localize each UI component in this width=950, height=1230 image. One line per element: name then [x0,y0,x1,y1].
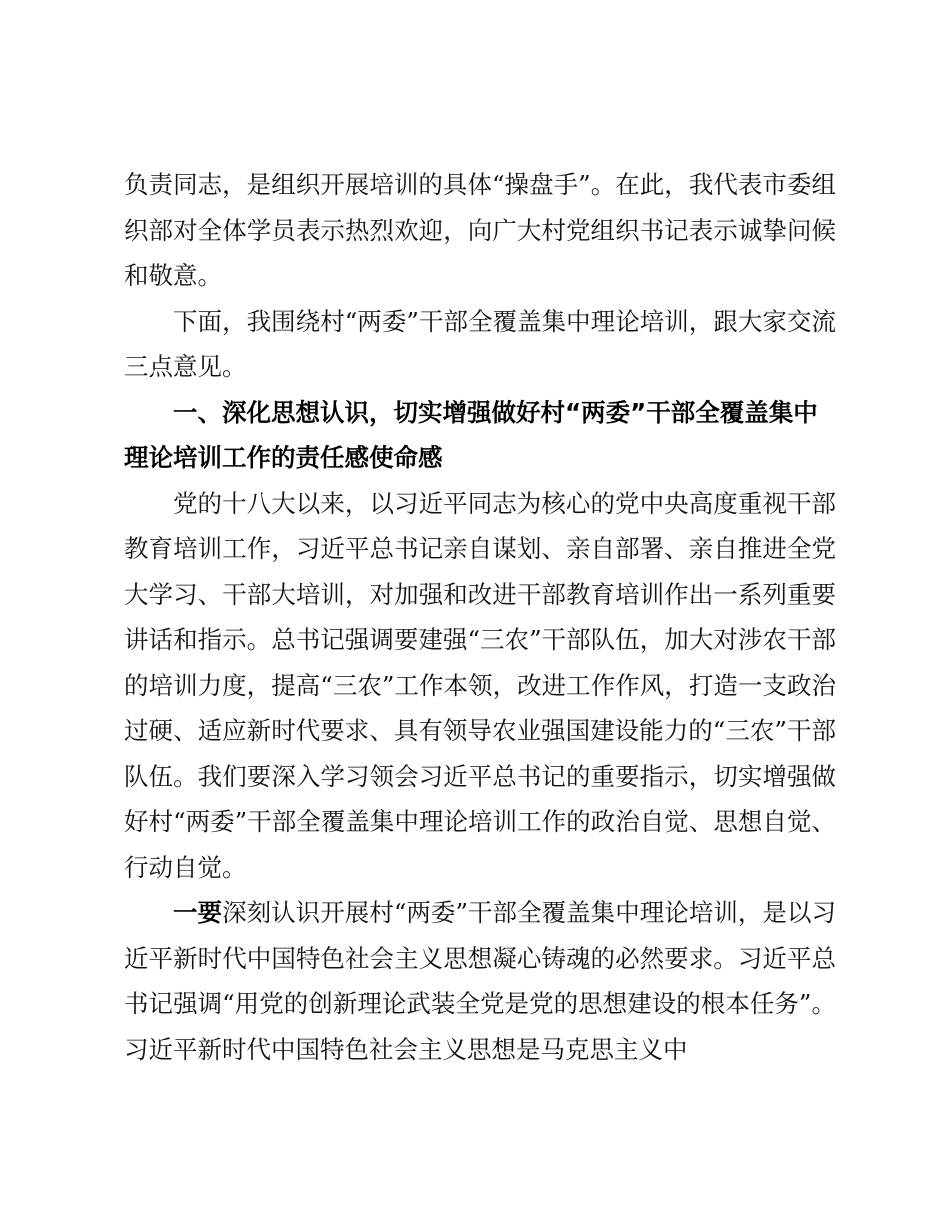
paragraph-lead-word: 一要 [173,898,223,927]
paragraph-intro: 下面，我围绕村“两委”干部全覆盖集中理论培训，跟大家交流三点意见。 [124,306,836,381]
paragraph-point-one [124,890,836,1072]
section-heading: 一、深化思想认识，切实增强做好村“两委”干部全覆盖集中理论培训工作的责任感使命感 [124,397,818,472]
paragraph-point-text: 深刻认识开展村“两委”干部全覆盖集中理论培训，是以习近平新时代中国特色社会主义思想凝心铸魂的必然要求。习近平总书记强调“用党的创新理论武装全党是党的思想建设的根本任务”。习近平新时代中国特色社会主义思想是马克思主义中 [124,898,836,1064]
paragraph-continuation: 负责同志，是组织开展培训的具体“操盘手”。在此，我代表市委组织部对全体学员表示热烈欢迎，向广大村党组织书记表示诚挚问候和敬意。 [124,170,836,290]
document-body [124,162,836,1072]
paragraph-body: 党的十八大以来，以习近平同志为核心的党中央高度重视干部教育培训工作，习近平总书记亲自谋划、亲自部署、亲自推进全党大学习、干部大培训，对加强和改进干部教育培训作出一系列重要讲话和指示。总书记强调要建强“三农”干部队伍，加大对涉农干部的培训力度，提高“三农”工作本领，改进工作作风，打造一支政治过硬、适应新时代要求、具有领导农业强国建设能力的“三农”干部队伍。我们要深入学习领会习近平总书记的重要指示，切实增强做好村“两委”干部全覆盖集中理论培训工作的政治自觉、思想自觉、行动自觉。 [124,488,836,882]
